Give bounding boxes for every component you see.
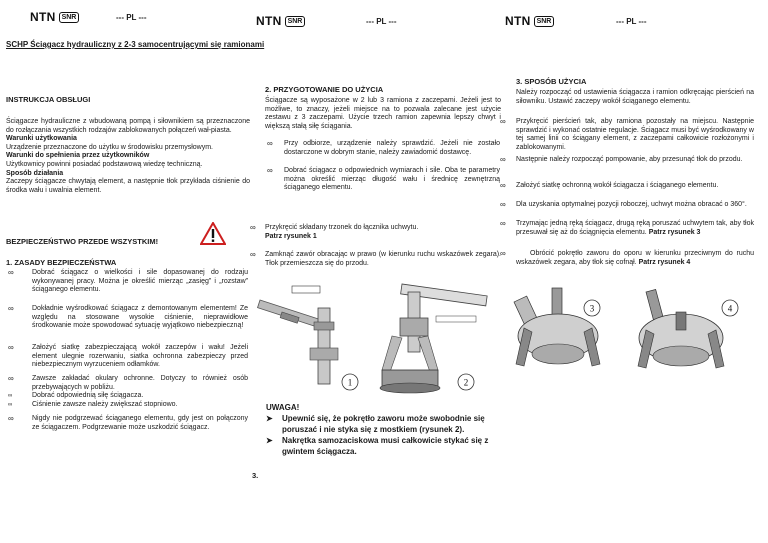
intro-text: Ściągacze hydrauliczne z wbudowaną pompą i siłownikiem są przeznaczone do rozłączania wszystkich rodzajów zablokowanych połączeń wał-piasta. bbox=[6, 118, 250, 134]
snr-logo-text: SNR bbox=[59, 12, 80, 23]
page-number: 3. bbox=[252, 471, 259, 480]
bullet-icon: ∞ bbox=[250, 223, 256, 232]
lang-label: --- PL --- bbox=[116, 13, 147, 22]
safety-rule: Dobrać odpowiednią siłę ściągacza. bbox=[32, 392, 144, 399]
safety-rule: Dokładnie wyśrodkować ściągacz z demontowanym elementem! Ze względu na stosowane wysokie ciśnienie, nieprawidłowe środkowanie może spowodować sytuację wyjątkowo niebezpieczną! bbox=[32, 305, 248, 330]
safety-rules-heading: 1. ZASADY BEZPIECZEŃSTWA bbox=[6, 258, 117, 267]
bullet-icon: ∞ bbox=[500, 200, 506, 209]
figure-4-label: 4 bbox=[727, 303, 733, 314]
bullet-icon: ∞ bbox=[8, 374, 14, 383]
bullet-icon: ∞ bbox=[8, 304, 14, 313]
safety-rule: Zawsze zakładać okulary ochronne. Dotyczy to również osób przebywających w pobliżu. bbox=[32, 375, 248, 391]
preparation-heading: 2. PRZYGOTOWANIE DO UŻYCIA bbox=[265, 85, 384, 94]
figure-2-label: 2 bbox=[463, 377, 469, 388]
bullet-icon: ∞ bbox=[8, 402, 13, 408]
warning-item bbox=[266, 435, 502, 457]
usage-step: Przykręcić pierścień tak, aby ramiona pozostały na miejscu. Następnie sprawdzić i wykonać ostatnie regulacje. Ściągacz musi być wyśrodkowany w tej samej linii co ściągany element, z zaczepami całkowicie rozłożonymi i zablokowanymi. bbox=[516, 118, 754, 151]
warning-item bbox=[266, 413, 502, 435]
usage-step bbox=[516, 220, 754, 237]
safety-rule: Dobrać ściągacz o wielkości i sile dopasowanej do rodzaju wykonywanej pracy. Można je określić mierząc „zasięg” i „rozstaw” ściąganego elementu. bbox=[32, 269, 248, 294]
ntn-snr-logo bbox=[30, 10, 79, 24]
usage-step bbox=[516, 250, 754, 267]
user-requirements-heading: Warunki do spełnienia przez użytkowników bbox=[6, 152, 150, 160]
figure-1-2-illustration bbox=[252, 278, 502, 400]
ntn-logo-text: NTN bbox=[30, 10, 56, 24]
lang-label: --- PL --- bbox=[366, 17, 397, 26]
safety-rule: Ciśnienie zawsze należy zwiększać stopniowo. bbox=[32, 401, 178, 408]
usage-conditions-text: Urządzenie przeznaczone do użytku w środowisku przemysłowym. bbox=[6, 143, 213, 151]
bullet-icon: ∞ bbox=[250, 250, 256, 259]
bullet-icon: ∞ bbox=[267, 139, 273, 148]
intro-paragraph bbox=[6, 118, 250, 195]
preparation-step: Przy odbiorze, urządzenie należy sprawdzić. Jeżeli nie zostało dostarczone w dobrym stanie, należy zawiadomić dostawcę. bbox=[284, 140, 500, 156]
figure-3-label: 3 bbox=[589, 303, 595, 314]
preparation-step: Dobrać ściągacz o odpowiednich wymiarach i sile. Oba te parametry można określić mierząc długość wału i średnicę zewnętrzną ściąganego elementu. bbox=[284, 167, 500, 192]
figure-1-label: 1 bbox=[347, 377, 353, 388]
snr-logo-text: SNR bbox=[285, 16, 306, 27]
bullet-icon: ∞ bbox=[8, 414, 14, 423]
ntn-snr-logo bbox=[256, 14, 305, 28]
usage-step-text: Obrócić pokrętło zaworu do oporu w kierunku przeciwnym do ruchu wskazówek zegara, aby tłok się cofnął. bbox=[516, 250, 754, 266]
document-title: SCHP Ściągacz hydrauliczny z 2-3 samocentrującymi się ramionami bbox=[6, 40, 265, 49]
instructions-heading: INSTRUKCJA OBSŁUGI bbox=[6, 95, 91, 104]
preparation-step: Zamknąć zawór obracając w prawo (w kierunku ruchu wskazówek zegara). Tłok przemieszcza się do przodu. bbox=[265, 251, 501, 267]
figure-reference: Patrz rysunek 3 bbox=[648, 228, 701, 236]
safety-rule: Założyć siatkę zabezpieczającą wokół zaczepów i wału! Jeżeli element ulegnie rozerwaniu, siatka ochronna zabezpieczy przed niebezpiecznym wyrzuceniem odłamków. bbox=[32, 344, 248, 369]
bullet-icon: ∞ bbox=[500, 155, 506, 164]
warning-note bbox=[266, 402, 502, 457]
usage-heading: 3. SPOSÓB UŻYCIA bbox=[516, 77, 587, 86]
user-requirements-text: Użytkownicy powinni posiadać podstawową wiedzę techniczną. bbox=[6, 160, 203, 168]
warning-item-text: Upewnić się, że pokrętło zaworu może swobodnie się poruszać i nie styka się z mostkiem (rysunek 2). bbox=[282, 414, 485, 434]
preparation-intro: Ściągacze są wyposażone w 2 lub 3 ramiona z zaczepami. Jeżeli jest to możliwe, to znaczy, jeżeli miejsce na to pozwala zalecane jest użycie zestawu z 3 zaczepami. Użycie trzech ramion zapewnia lepszy chwyt i większą stałą siłę ściągania. bbox=[265, 97, 501, 130]
arrow-icon: ➤ bbox=[266, 414, 273, 423]
usage-step: Dla uzyskania optymalnej pozycji roboczej, uchwyt można obracać o 360°. bbox=[516, 201, 747, 208]
usage-conditions-heading: Warunki użytkowania bbox=[6, 135, 77, 143]
figure-3-4-illustration bbox=[506, 284, 746, 380]
ntn-logo-text: NTN bbox=[256, 14, 282, 28]
preparation-step bbox=[265, 224, 501, 241]
arrow-icon: ➤ bbox=[266, 436, 273, 445]
bullet-icon: ∞ bbox=[500, 117, 506, 126]
safety-rule: Nigdy nie podgrzewać ściąganego elementu, gdy jest on połączony ze ściągaczem. Podgrzewanie może uszkodzić ściągacz. bbox=[32, 415, 248, 431]
lang-label: --- PL --- bbox=[616, 17, 647, 26]
ntn-logo-text: NTN bbox=[505, 14, 531, 28]
preparation-step-text: Przykręcić składany trzonek do łącznika uchwytu. bbox=[265, 224, 419, 231]
usage-step: Założyć siatkę ochronną wokół ściągacza i ściąganego elementu. bbox=[516, 182, 719, 189]
operation-text: Zaczepy ściągacze chwytają element, a następnie tłok przykłada ciśnienie do środka wału i uwalnia element. bbox=[6, 178, 250, 194]
ntn-snr-logo bbox=[505, 14, 554, 28]
bullet-icon: ∞ bbox=[500, 249, 506, 258]
warning-item-text: Nakrętka samozaciskowa musi całkowicie stykać się z gwintem ściągacza. bbox=[282, 436, 489, 456]
bullet-icon: ∞ bbox=[8, 343, 14, 352]
figure-reference: Patrz rysunek 1 bbox=[265, 232, 317, 240]
warning-label: UWAGA! bbox=[266, 403, 300, 412]
bullet-icon: ∞ bbox=[500, 181, 506, 190]
bullet-icon: ∞ bbox=[500, 219, 506, 228]
safety-heading: BEZPIECZEŃSTWO PRZEDE WSZYSTKIM! bbox=[6, 237, 159, 246]
warning-icon bbox=[200, 222, 226, 245]
bullet-icon: ∞ bbox=[8, 393, 13, 399]
usage-step: Następnie należy rozpocząć pompowanie, aby przesunąć tłok do przodu. bbox=[516, 156, 743, 163]
bullet-icon: ∞ bbox=[8, 268, 14, 277]
operation-heading: Sposób działania bbox=[6, 169, 64, 177]
usage-step-text: Trzymając jedną ręką ściągacz, drugą ręką poruszać uchwytem tak, aby tłok przesuwał się aż do ściągnięcia elementu. bbox=[516, 220, 754, 236]
snr-logo-text: SNR bbox=[534, 16, 555, 27]
usage-intro: Należy rozpocząć od ustawienia ściągacza i ramion odkręcając pierścień na siłowniku. Ustawić zaczepy wokół ściąganego elementu. bbox=[516, 89, 754, 105]
figure-reference: Patrz rysunek 4 bbox=[638, 258, 691, 266]
bullet-icon: ∞ bbox=[267, 166, 273, 175]
